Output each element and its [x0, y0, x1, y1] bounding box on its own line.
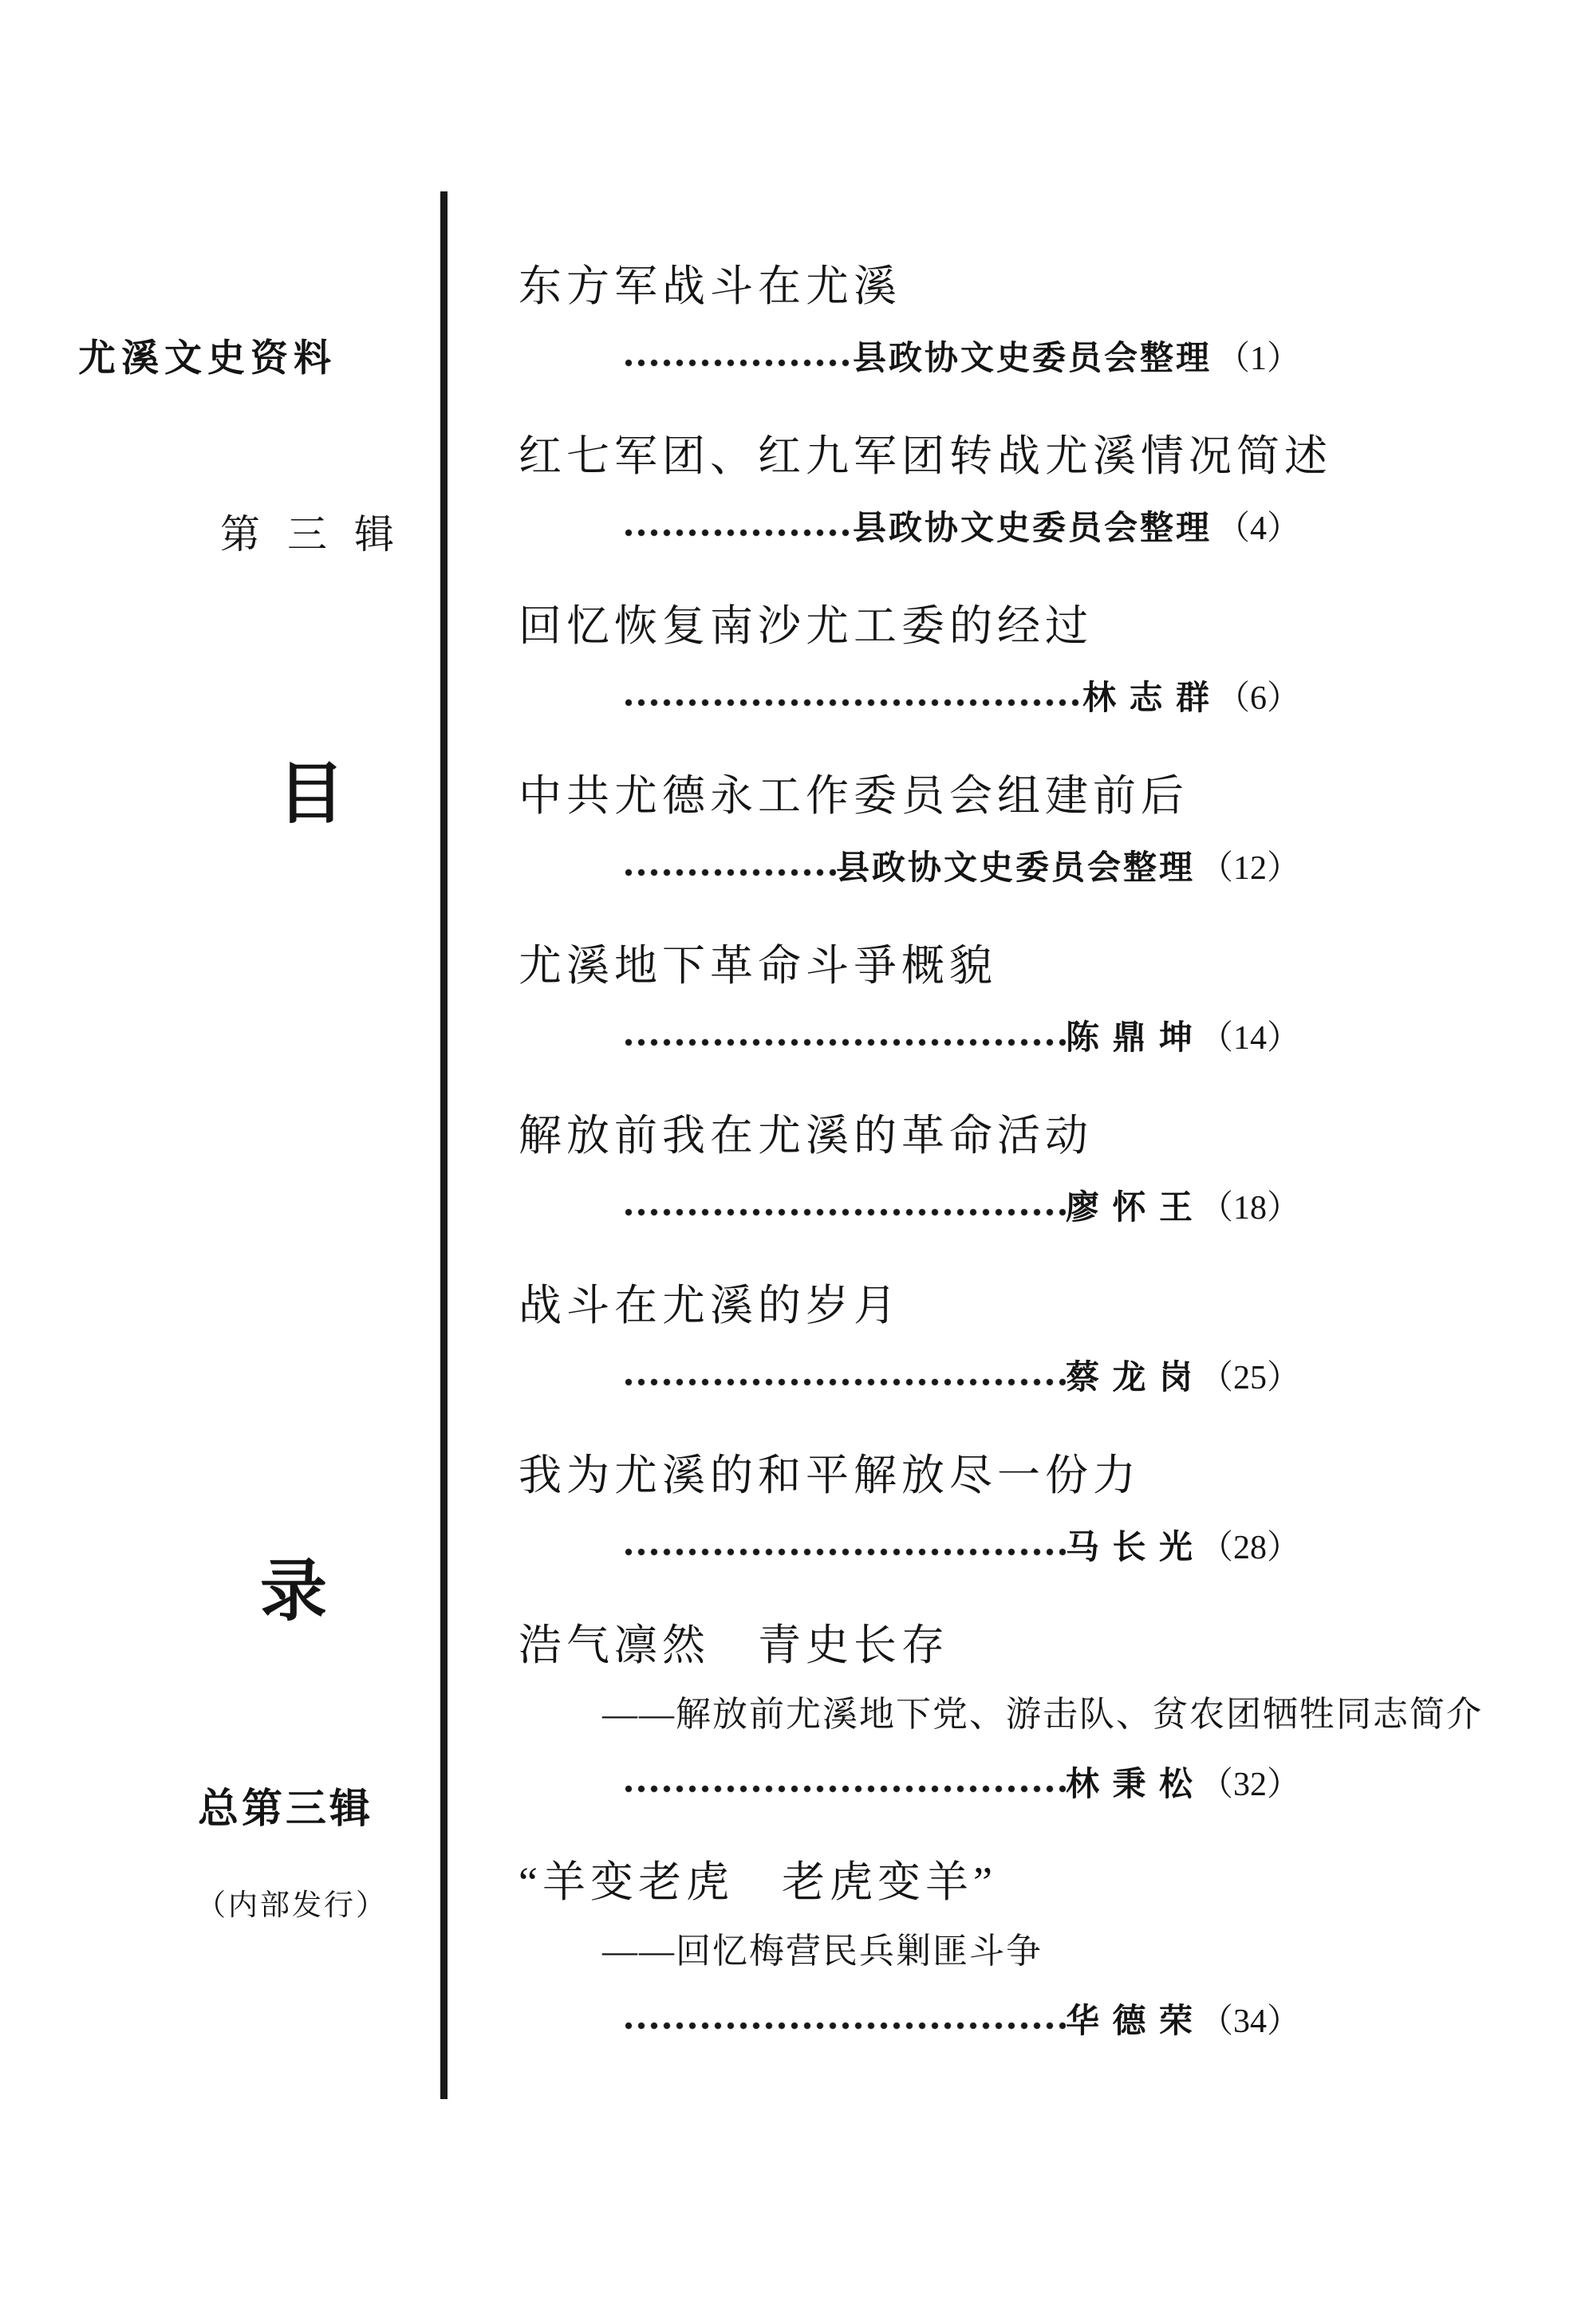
- entry-title: 尤溪地下革命斗爭概貌: [518, 942, 997, 990]
- entry-leader-row: [622, 2001, 1300, 2042]
- entry-page-number: （6）: [1216, 680, 1300, 717]
- internal-circulation-note: （内部发行）: [196, 1889, 388, 1922]
- entry-leader-row: [622, 1188, 1300, 1229]
- entry-author: 林 志 群: [1082, 680, 1212, 717]
- entry-page-number: （14）: [1199, 1020, 1300, 1057]
- entry-subtitle: ——解放前尤溪地下党、游击队、贫农团牺牲同志简介: [602, 1695, 1483, 1734]
- dotted-leader: [622, 338, 853, 380]
- entry-title: 红七军团、红九军团转战尤溪情况简述: [518, 432, 1332, 480]
- toc-entry: [518, 941, 1300, 1059]
- overall-volume-label: 总第三辑: [198, 1787, 374, 1832]
- entry-subtitle: ——回忆梅营民兵剿匪斗争: [602, 1932, 1043, 1971]
- entry-leader-row: [622, 508, 1300, 549]
- dotted-leader: [622, 1527, 1066, 1569]
- entry-title: 战斗在尤溪的岁月: [518, 1282, 901, 1329]
- dotted-leader: [622, 508, 853, 549]
- dotted-leader: [622, 1018, 1066, 1059]
- entry-title: 东方军战斗在尤溪: [518, 262, 901, 310]
- entry-page-number: （18）: [1199, 1190, 1300, 1227]
- toc-entry-list: [518, 239, 1483, 2042]
- contents-character-bottom: 录: [260, 1555, 328, 1629]
- toc-entry: [518, 601, 1300, 719]
- toc-entry: [518, 1621, 1483, 1806]
- entry-page-number: （25）: [1199, 1360, 1300, 1396]
- entry-leader-row: [622, 678, 1300, 719]
- toc-entry: [518, 1451, 1300, 1569]
- entry-author: 林 秉 松: [1065, 1767, 1195, 1803]
- entry-page-number: （4）: [1216, 510, 1300, 547]
- entry-author: 廖 怀 王: [1065, 1190, 1195, 1227]
- entry-title: 解放前我在尤溪的革命活动: [518, 1112, 1093, 1160]
- entry-author: 华 德 荣: [1065, 2003, 1195, 2040]
- toc-entry: [518, 431, 1332, 549]
- dotted-leader: [622, 2001, 1066, 2042]
- series-title: 尤溪文史资料: [78, 338, 337, 380]
- entry-author: 县政协文史委员会整理: [835, 850, 1195, 887]
- entry-page-number: （1）: [1216, 341, 1300, 377]
- entry-leader-row: [622, 848, 1300, 889]
- entry-author: 陈 鼎 坤: [1065, 1020, 1195, 1057]
- toc-entry: [518, 771, 1300, 889]
- entry-leader-row: [622, 1357, 1300, 1399]
- entry-author: 马 长 光: [1065, 1530, 1195, 1566]
- entry-author: 县政协文史委员会整理: [852, 341, 1212, 377]
- dotted-leader: [622, 1357, 1066, 1399]
- dotted-leader: [622, 1188, 1066, 1229]
- entry-title: 中共尤德永工作委员会组建前后: [518, 772, 1189, 820]
- dotted-leader: [622, 1764, 1066, 1806]
- entry-title: 回忆恢复南沙尤工委的经过: [518, 602, 1093, 650]
- dotted-leader: [622, 848, 836, 889]
- entry-leader-row: [622, 1764, 1300, 1806]
- toc-entry: [518, 262, 1300, 380]
- vertical-divider-line: [440, 191, 448, 2099]
- entry-author: 县政协文史委员会整理: [852, 510, 1212, 547]
- volume-label: 第三辑: [220, 512, 421, 557]
- entry-title: 浩气凛然 青史长存: [518, 1621, 949, 1669]
- dotted-leader: [622, 678, 1082, 719]
- entry-title: 我为尤溪的和平解放尽一份力: [518, 1452, 1141, 1499]
- entry-author: 蔡 龙 岗: [1065, 1360, 1195, 1396]
- entry-leader-row: [622, 1527, 1300, 1569]
- entry-page-number: （32）: [1199, 1767, 1300, 1803]
- toc-entry: [518, 1111, 1300, 1229]
- toc-entry: [518, 1857, 1300, 2042]
- entry-leader-row: [622, 1018, 1300, 1059]
- entry-title: “羊变老虎 老虎变羊”: [518, 1858, 997, 1906]
- entry-page-number: （12）: [1199, 850, 1300, 887]
- entry-page-number: （28）: [1199, 1530, 1300, 1566]
- contents-character-top: 目: [278, 758, 345, 832]
- entry-page-number: （34）: [1199, 2003, 1300, 2040]
- entry-leader-row: [622, 338, 1300, 380]
- toc-entry: [518, 1281, 1300, 1399]
